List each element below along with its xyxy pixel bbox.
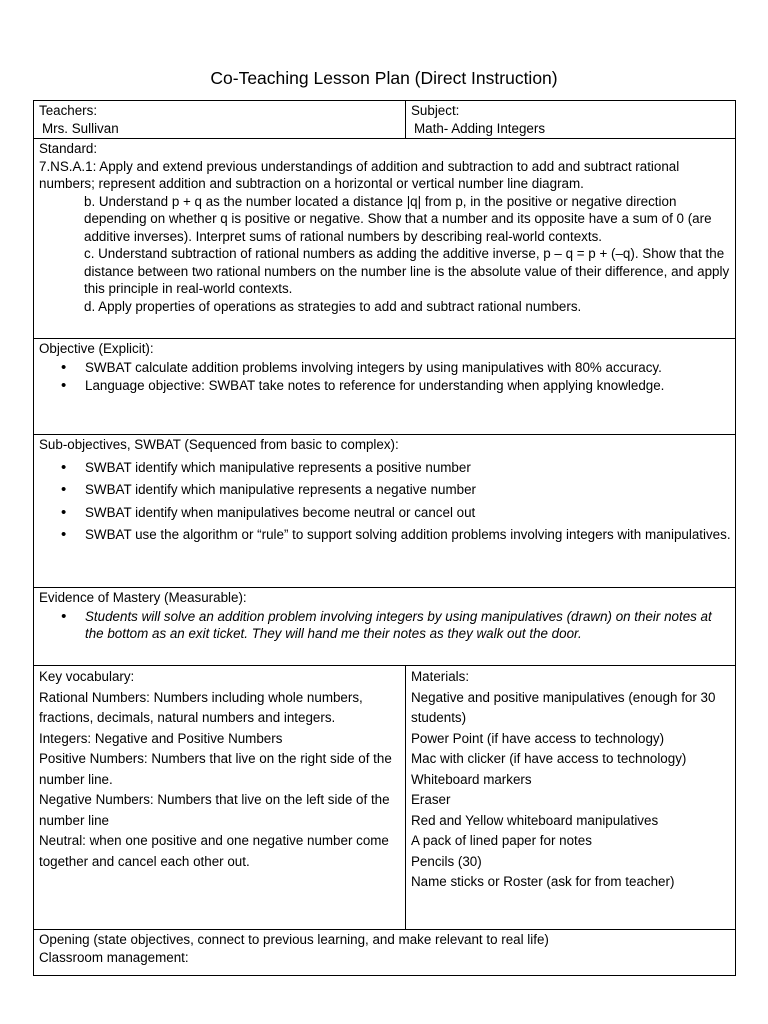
vocabulary-line: Negative Numbers: Numbers that live on the left side of the number line (39, 792, 390, 828)
subobjectives-row (34, 435, 736, 588)
opening-label: Opening (state objectives, connect to previous learning, and make relevant to real life) (39, 932, 549, 947)
opening-row (34, 930, 736, 976)
subobjectives-cell (34, 435, 736, 588)
opening-cell (34, 930, 736, 976)
list-item: • SWBAT identify when manipulatives become neutral or cancel out (39, 504, 731, 522)
standard-row (34, 139, 736, 339)
vocabulary-cell (34, 666, 406, 930)
vocab-materials-row (34, 666, 736, 930)
list-item: • Language objective: SWBAT take notes to reference for understanding when applying knowledge. (39, 377, 731, 395)
vocabulary-line: Positive Numbers: Numbers that live on the right side of the number line. (39, 751, 392, 787)
subobjectives-list (39, 459, 731, 544)
vocabulary-line: Rational Numbers: Numbers including whole numbers, fractions, decimals, natural numbers and integers. (39, 689, 363, 725)
list-item: • SWBAT identify which manipulative represents a positive number (39, 459, 731, 477)
objective-row (34, 339, 736, 435)
evidence-cell (34, 588, 736, 666)
materials-cell (406, 666, 736, 930)
list-item: • SWBAT use the algorithm or “rule” to support solving addition problems involving integers with manipulatives. (39, 526, 731, 544)
standard-cell (34, 139, 736, 339)
vocabulary-line: Neutral: when one positive and one negative number come together and cancel each other out. (39, 833, 389, 869)
objective-cell (34, 339, 736, 435)
subobjectives-label: Sub-objectives, SWBAT (Sequenced from basic to complex): (39, 437, 399, 452)
teachers-label: Teachers: (39, 103, 98, 118)
classroom-management-label: Classroom management: (39, 949, 189, 965)
materials-line: Whiteboard markers (411, 771, 532, 787)
standard-item-c: c. Understand subtraction of rational numbers as adding the additive inverse, p – q = p + (–q). Show that the distance between two rational numbers on the number line is the absolute value of their difference, and apply this principle in real-world contexts. (84, 246, 730, 296)
list-item: • Students will solve an addition problem involving integers by using manipulatives (drawn) on their notes at the bottom as an exit ticket. They will hand me their notes as they walk out the door. (39, 608, 731, 643)
materials-line: Red and Yellow whiteboard manipulatives (411, 812, 659, 828)
standard-label: Standard: (39, 141, 98, 156)
evidence-row (34, 588, 736, 666)
materials-line: Negative and positive manipulatives (enough for 30 students) (411, 689, 716, 725)
subject-cell (406, 101, 736, 139)
teachers-cell (34, 101, 406, 139)
teachers-subject-row (34, 101, 736, 139)
standard-item-b: b. Understand p + q as the number located a distance |q| from p, in the positive or negative direction depending on whether q is positive or negative. Show that a number and its opposite have a sum of 0 (are additive inverses). Interpret sums of rational numbers by describing real-world contexts. (84, 193, 712, 244)
subject-label: Subject: (411, 103, 460, 118)
materials-line: Eraser (411, 792, 451, 807)
lesson-plan-table (33, 100, 736, 976)
materials-line: Mac with clicker (if have access to technology) (411, 751, 687, 766)
subject-value: Math- Adding Integers (414, 120, 546, 136)
standard-main: 7.NS.A.1: Apply and extend previous understandings of addition and subtraction to add and subtract rational numbers; represent addition and subtraction on a horizontal or vertical number line diagram. (39, 158, 680, 191)
list-item: • SWBAT calculate addition problems involving integers by using manipulatives with 80% accuracy. (39, 359, 731, 377)
evidence-label: Evidence of Mastery (Measurable): (39, 590, 247, 605)
materials-line: A pack of lined paper for notes (411, 833, 592, 848)
evidence-list (39, 608, 731, 643)
materials-label: Materials: (411, 669, 470, 684)
vocabulary-line: Integers: Negative and Positive Numbers (39, 730, 283, 746)
objective-list (39, 359, 731, 395)
materials-line: Power Point (if have access to technology) (411, 730, 665, 746)
materials-line: Name sticks or Roster (ask for from teacher) (411, 874, 675, 889)
list-item: • SWBAT identify which manipulative represents a negative number (39, 481, 731, 499)
standard-item-d: d. Apply properties of operations as strategies to add and subtract rational numbers. (84, 298, 582, 314)
page-title: Co-Teaching Lesson Plan (Direct Instruction) (210, 68, 558, 88)
objective-label: Objective (Explicit): (39, 341, 154, 356)
teachers-value: Mrs. Sullivan (42, 120, 119, 136)
materials-line: Pencils (30) (411, 853, 482, 869)
vocabulary-label: Key vocabulary: (39, 669, 135, 684)
